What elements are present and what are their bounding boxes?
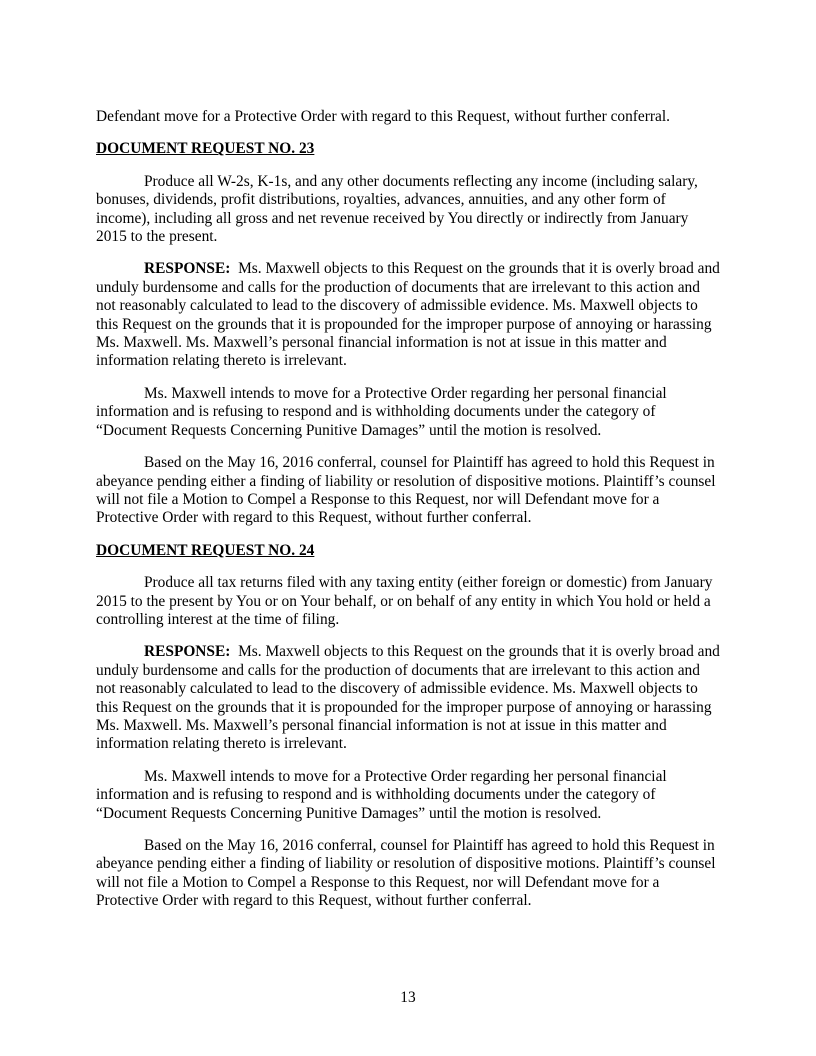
response-label: RESPONSE:	[144, 643, 231, 661]
request-text: Produce all W-2s, K-1s, and any other documents reflecting any income (including salary, bonuses, dividends, profit distributions, royalties, advances, annuities, and any other form of income), including all gross and net revenue received by You directly or indirectly from January 2015 to the present.	[96, 172, 698, 246]
intro-paragraph: Defendant move for a Protective Order with regard to this Request, without further conferral.	[96, 108, 670, 125]
request-heading: DOCUMENT REQUEST NO. 23	[96, 140, 315, 158]
response-paragraph	[96, 643, 720, 753]
request-text: Produce all tax returns filed with any taxing entity (either foreign or domestic) from January 2015 to the present by You or on Your behalf, or on behalf of any entity in which You hold or held a controlling interest at the time of filing.	[96, 574, 713, 628]
page-number: 13	[400, 989, 416, 1006]
response-paragraph	[96, 260, 720, 370]
document-page	[96, 108, 720, 925]
request-heading: DOCUMENT REQUEST NO. 24	[96, 541, 315, 559]
response-text: Ms. Maxwell objects to this Request on the grounds that it is overly broad and unduly burdensome and calls for the production of documents that are irrelevant to this action and not reasonably calculated to lead to the discovery of admissible evidence. Ms. Maxwell objects to this Request on the grounds that it is propounded for the improper purpose of annoying or harassing Ms. Maxwell. Ms. Maxwell’s personal financial information is not at issue in this matter and information relating thereto is irrelevant.	[96, 260, 720, 370]
protective-order-paragraph: Ms. Maxwell intends to move for a Protective Order regarding her personal financial information and is refusing to respond and is withholding documents under the category of “Document Requests Concerning Punitive Damages” until the motion is resolved.	[96, 384, 667, 439]
document-request-24	[96, 542, 720, 911]
document-request-23	[96, 140, 720, 527]
conferral-paragraph: Based on the May 16, 2016 conferral, counsel for Plaintiff has agreed to hold this Request in abeyance pending either a finding of liability or resolution of dispositive motions. Plaintiff’s counsel will not file a Motion to Compel a Response to this Request, nor will Defendant move for a Protective Order with regard to this Request, without further conferral.	[96, 454, 716, 527]
protective-order-paragraph: Ms. Maxwell intends to move for a Protective Order regarding her personal financial information and is refusing to respond and is withholding documents under the category of “Document Requests Concerning Punitive Damages” until the motion is resolved.	[96, 767, 667, 822]
conferral-paragraph: Based on the May 16, 2016 conferral, counsel for Plaintiff has agreed to hold this Request in abeyance pending either a finding of liability or resolution of dispositive motions. Plaintiff’s counsel will not file a Motion to Compel a Response to this Request, nor will Defendant move for a Protective Order with regard to this Request, without further conferral.	[96, 837, 716, 910]
response-label: RESPONSE:	[144, 260, 231, 278]
response-text: Ms. Maxwell objects to this Request on the grounds that it is overly broad and unduly burdensome and calls for the production of documents that are irrelevant to this action and not reasonably calculated to lead to the discovery of admissible evidence. Ms. Maxwell objects to this Request on the grounds that it is propounded for the improper purpose of annoying or harassing Ms. Maxwell. Ms. Maxwell’s personal financial information is not at issue in this matter and information relating thereto is irrelevant.	[96, 643, 720, 753]
